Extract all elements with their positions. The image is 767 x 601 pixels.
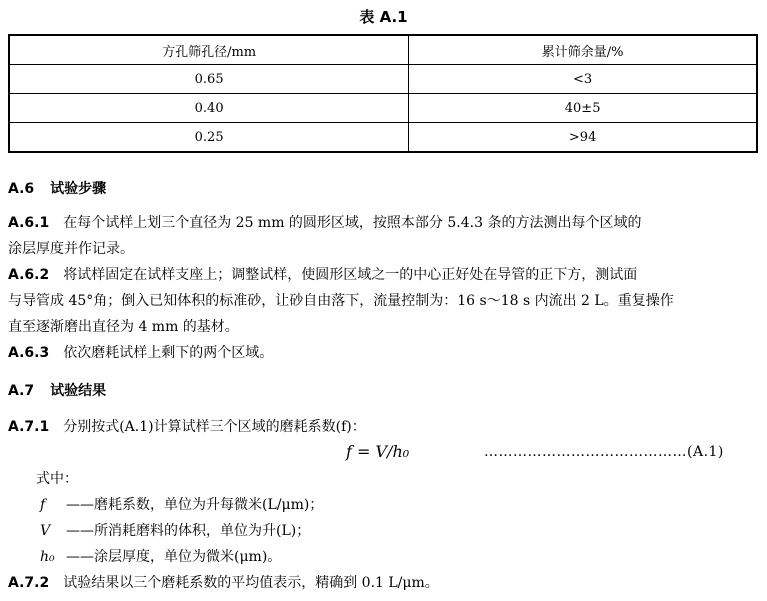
where-label: 式中： bbox=[36, 471, 78, 487]
section-title: 试验步骤 bbox=[50, 181, 107, 197]
table-cell: 0.25 bbox=[9, 123, 409, 153]
table-cell: >94 bbox=[409, 123, 757, 153]
definition-h bbox=[40, 546, 281, 566]
paragraph-a62-line3: 直至逐渐磨出直径为 4 mm 的基材。 bbox=[8, 319, 239, 335]
clause-text: 在每个试样上划三个直径为 25 mm 的圆形区域，按照本部分 5.4.3 条的方法测出每个区域的 bbox=[63, 215, 642, 231]
clause-text: 分别按式(A.1)计算试样三个区域的磨耗系数(f)： bbox=[63, 419, 366, 435]
formula: f = V/h₀ bbox=[346, 442, 410, 461]
section-number: A.7 bbox=[8, 383, 35, 399]
paragraph-a63 bbox=[8, 342, 273, 362]
definition-text: ——磨耗系数，单位为升每微米(L/μm)； bbox=[66, 497, 324, 513]
clause-text: 依次磨耗试样上剩下的两个区域。 bbox=[63, 345, 274, 361]
table-header-row bbox=[9, 35, 757, 65]
clause-number: A.6.2 bbox=[8, 267, 50, 283]
table-cell: <3 bbox=[409, 65, 757, 94]
table-title: 表 A.1 bbox=[359, 8, 408, 26]
table-row bbox=[9, 123, 757, 153]
paragraph-a61-line2: 涂层厚度并作记录。 bbox=[8, 241, 134, 257]
sieve-table bbox=[8, 34, 758, 153]
clause-number: A.6.1 bbox=[8, 215, 50, 231]
section-heading-a7 bbox=[8, 380, 106, 400]
definition-text: ——所消耗磨料的体积，单位为升(L)； bbox=[66, 523, 311, 539]
clause-text: 试验结果以三个磨耗系数的平均值表示，精确到 0.1 L/μm。 bbox=[63, 575, 439, 591]
section-number: A.6 bbox=[8, 181, 35, 197]
table-header: 方孔筛孔径/mm bbox=[9, 35, 409, 65]
paragraph-a62-line1 bbox=[8, 264, 637, 284]
clause-text: 将试样固定在试样支座上；调整试样，使圆形区域之一的中心正好处在导管的正下方，测试面 bbox=[63, 267, 638, 283]
clause-number: A.6.3 bbox=[8, 345, 50, 361]
table-cell: 0.65 bbox=[9, 65, 409, 94]
definition-f bbox=[40, 494, 323, 514]
section-heading-a6 bbox=[8, 178, 106, 198]
table-cell: 0.40 bbox=[9, 94, 409, 123]
symbol: V bbox=[40, 523, 51, 539]
section-title: 试验结果 bbox=[50, 383, 107, 399]
symbol: f bbox=[40, 497, 46, 513]
paragraph-a72 bbox=[8, 572, 439, 592]
definition-v bbox=[40, 520, 310, 540]
definition-text: ——涂层厚度，单位为微米(μm)。 bbox=[66, 549, 282, 565]
symbol: h₀ bbox=[40, 549, 55, 565]
clause-number: A.7.1 bbox=[8, 419, 50, 435]
table-header: 累计筛余量/% bbox=[409, 35, 757, 65]
formula-reference: ……………………………………(A.1) bbox=[484, 444, 724, 460]
table-row bbox=[9, 94, 757, 123]
table-row bbox=[9, 65, 757, 94]
table-cell: 40±5 bbox=[409, 94, 757, 123]
paragraph-a71 bbox=[8, 416, 366, 436]
clause-number: A.7.2 bbox=[8, 575, 50, 591]
paragraph-a62-line2: 与导管成 45°角；倒入已知体积的标准砂，让砂自由落下，流量控制为：16 s～18 s 内流出 2 L。重复操作 bbox=[8, 293, 674, 309]
paragraph-a61-line1 bbox=[8, 212, 641, 232]
